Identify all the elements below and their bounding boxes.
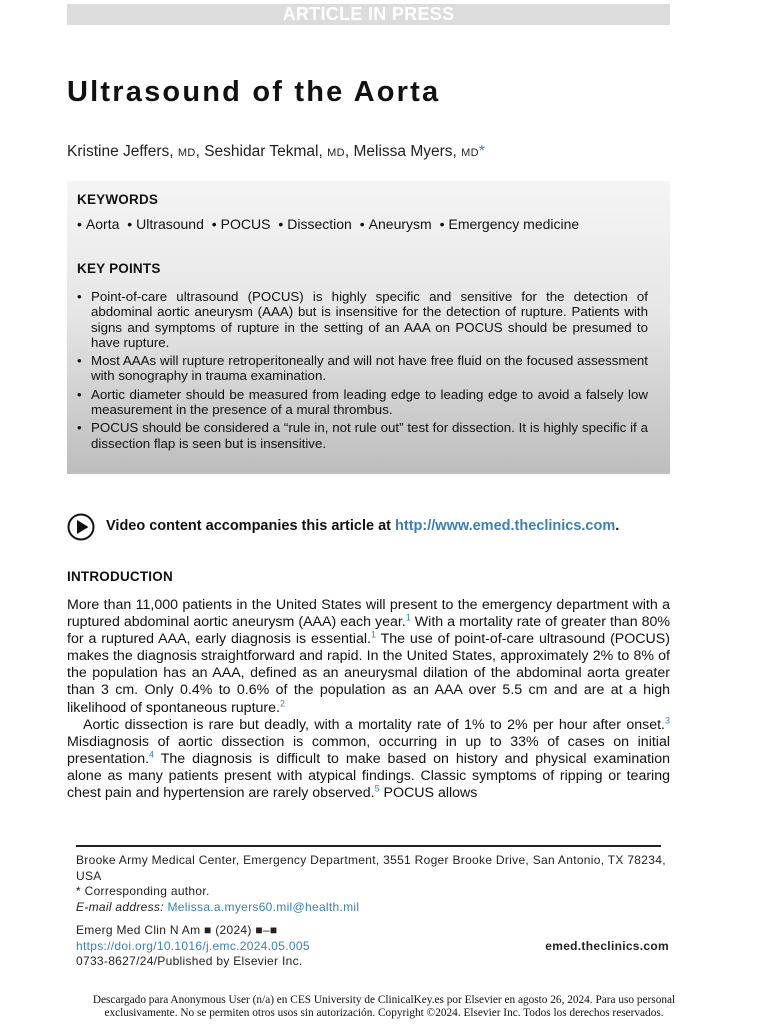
footnote-divider	[76, 845, 661, 847]
introduction-body	[67, 597, 670, 802]
reference-link[interactable]: 5	[374, 783, 380, 794]
reference-link[interactable]: 1	[370, 629, 376, 640]
footnote	[76, 853, 670, 915]
reference-link[interactable]: 4	[149, 749, 155, 760]
keyword: Emergency medicine	[448, 216, 580, 232]
citation-block	[76, 923, 670, 970]
video-link[interactable]: http://www.emed.theclinics.com	[395, 518, 616, 534]
journal-website: emed.theclinics.com	[545, 938, 669, 953]
keywords-heading: KEYWORDS	[77, 192, 159, 207]
author-degree: MD	[461, 147, 479, 159]
reference-link[interactable]: 1	[405, 612, 411, 623]
issn-line: 0733-8627/24/Published by Elsevier Inc.	[76, 954, 303, 969]
affiliation: Brooke Army Medical Center, Emergency Department, 3551 Roger Brooke Drive, San Antonio, TX 78234, USA	[76, 853, 666, 883]
paragraph: Aortic dissection is rare but deadly, with a mortality rate of 1% to 2% per hour after onset.$^3$ Misdiagnosis of aortic dissection is common, occurring in up to 33% of cases on initial presentation.$^4$ The diagnosis is difficult to make based on history and physical examination alone as many patients present with atypical findings. Classic symptoms of ripping or tearing chest pain and hypertension are rarely observed.$^5$ POCUS allows	[67, 714, 670, 802]
doi-link[interactable]: https://doi.org/10.1016/j.emc.2024.05.005	[76, 938, 310, 953]
reference-link[interactable]: 2	[279, 697, 285, 708]
author-name: Seshidar Tekmal	[204, 143, 319, 160]
keywords-keypoints-box	[67, 181, 670, 474]
journal-citation: Emerg Med Clin N Am ■ (2024) ■–■	[76, 923, 278, 937]
author-degree: MD	[177, 147, 196, 159]
email-label: E-mail address:	[76, 899, 164, 914]
introduction-heading: INTRODUCTION	[67, 569, 173, 584]
corresponding-author-note: * Corresponding author.	[76, 884, 210, 899]
key-point: • Most AAAs will rupture retroperitoneally and will not have free fluid on the focused assessment with sonography in trauma examination.	[77, 353, 648, 384]
corresponding-author-link[interactable]: *	[478, 143, 485, 160]
video-notice: Video content accompanies this article at http://www.emed.theclinics.com.	[67, 513, 670, 541]
play-video-icon[interactable]	[67, 513, 95, 541]
key-points-list	[77, 289, 648, 454]
keyword: Dissection	[287, 216, 352, 232]
key-point: • POCUS should be considered a “rule in, not rule out” test for dissection. It is highly specific if a dissection flap is seen but is insensitive.	[77, 420, 648, 451]
paragraph: More than 11,000 patients in the United States will present to the emergency department with a ruptured abdominal aortic aneurysm (AAA) each year.$^1$ With a mortality rate of greater than 80% for a ruptured AAA, early diagnosis is essential.$^1$ The use of point-of-care ultrasound (POCUS) makes the diagnosis straightforward and rapid. In the United States, approximately 2% to 8% of the population has an AAA, defined as an aneurysmal dilation of the abdominal aorta greater than 3 cm. Only 0.4% to 0.6% of the population as an AAA over 5.5 cm and are at a high likelihood of spontaneous rupture.$^2$	[67, 597, 670, 716]
key-point: • Point-of-care ultrasound (POCUS) is highly specific and sensitive for the detection of abdominal aortic aneurysm (AAA) but is insensitive for the detection of rupture. Patients with signs and symptoms of rupture in the setting of an AAA on POCUS should be presumed to have rupture.	[77, 289, 648, 350]
key-points-heading: KEY POINTS	[77, 261, 161, 276]
author-name: Kristine Jeffers	[67, 143, 170, 160]
author-name: Melissa Myers	[353, 143, 453, 160]
keyword: POCUS	[220, 216, 271, 232]
keyword-list: • Aorta • Ultrasound • POCUS • Dissection • Aneurysm • Emergency medicine	[77, 216, 580, 232]
reference-link[interactable]: 3	[664, 714, 670, 725]
author-list: Kristine Jeffers, MD, Seshidar Tekmal, MD, Melissa Myers, MD*	[67, 143, 485, 160]
keyword: Aneurysm	[368, 216, 432, 232]
download-notice: Descargado para Anonymous User (n/a) en CES University de ClinicalKey.es por Elsevier en agosto 26, 2024. Para uso personal exclusivamente. No se permiten otros usos sin autorización. Copyright ©2024. Elsevier Inc. Todos los derechos reservados.	[92, 994, 676, 1019]
article-title: Ultrasound of the Aorta	[67, 76, 441, 108]
video-notice-text: Video content accompanies this article at	[106, 518, 391, 534]
keyword: Ultrasound	[136, 216, 204, 232]
article-in-press-banner: ARTICLE IN PRESS	[67, 4, 670, 25]
author-degree: MD	[327, 147, 345, 159]
email-link[interactable]: Melissa.a.myers60.mil@health.mil	[167, 899, 360, 914]
keyword: Aorta	[85, 216, 120, 232]
key-point: • Aortic diameter should be measured from leading edge to leading edge to avoid a falsely low measurement in the presence of a mural thrombus.	[77, 387, 648, 418]
